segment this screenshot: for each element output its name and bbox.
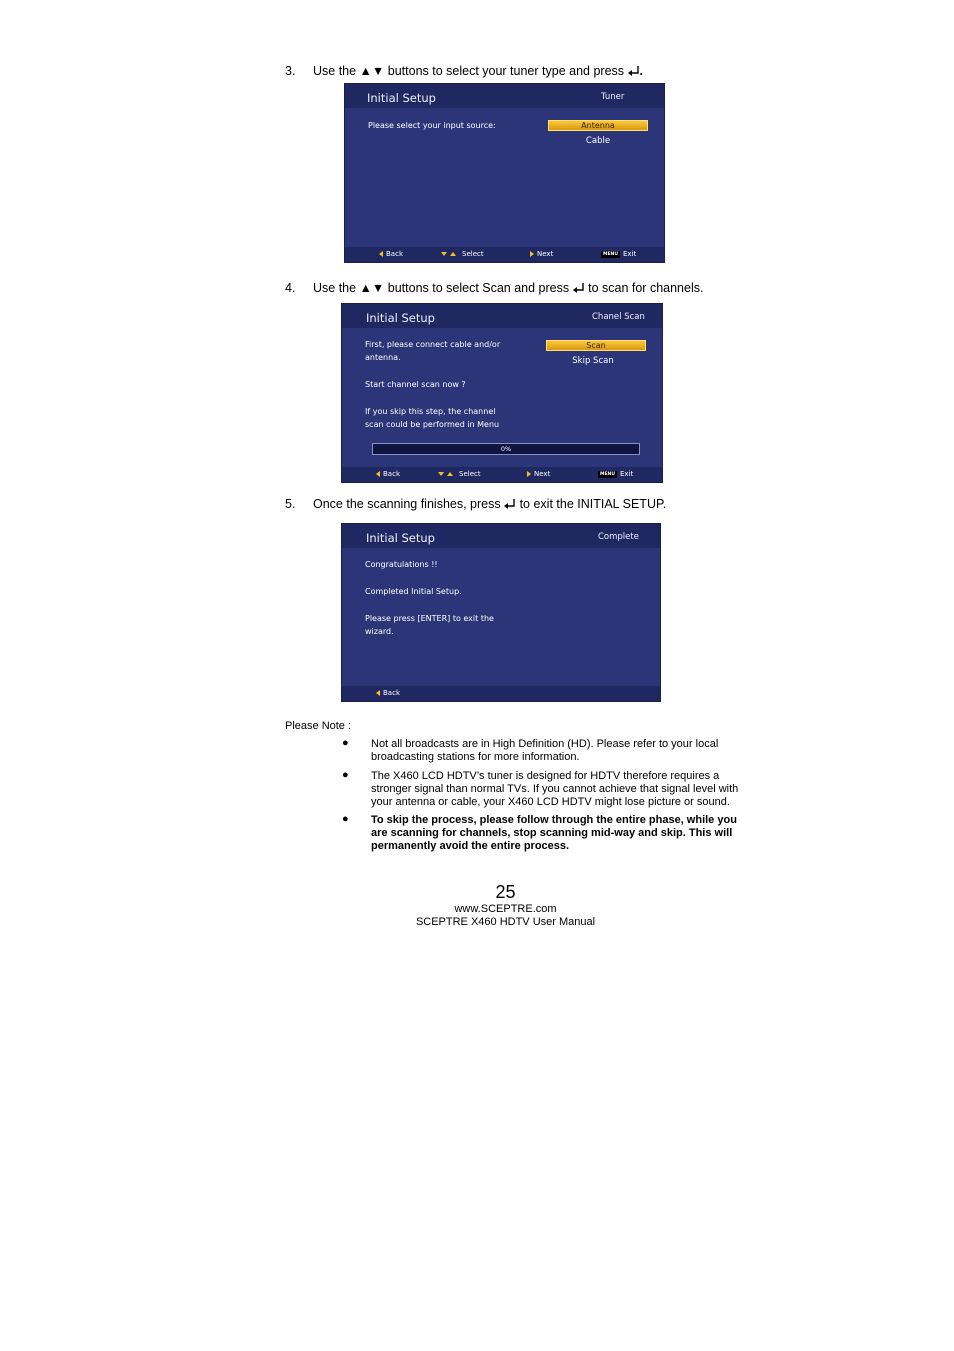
step-number: 4. xyxy=(285,281,296,295)
footer-next xyxy=(527,470,550,478)
note-line: stronger signal than normal TVs. If you cannot achieve that signal level with xyxy=(371,783,739,795)
option-antenna[interactable]: Antenna xyxy=(548,120,648,131)
step-text-end: to exit the INITIAL SETUP. xyxy=(519,497,667,511)
scan-progress-bar xyxy=(372,443,640,455)
note-bullet-2 xyxy=(371,770,756,809)
screen-footer xyxy=(345,247,664,262)
footer-back xyxy=(376,470,400,478)
screen-title: Initial Setup xyxy=(367,91,436,105)
footer-exit xyxy=(601,250,636,258)
menu-key-icon: MENU xyxy=(600,471,615,477)
congratulations-text: Congratulations !! xyxy=(365,560,438,569)
screen-subtitle: Complete xyxy=(598,532,639,542)
step-number: 3. xyxy=(285,64,296,78)
screen-title: Initial Setup xyxy=(366,531,435,545)
screen-subtitle: Chanel Scan xyxy=(592,312,645,322)
step-text-end: to scan for channels. xyxy=(588,281,704,295)
skip-note-line-1: If you skip this step, the channel xyxy=(365,407,496,416)
footer-select xyxy=(441,250,484,258)
enter-icon xyxy=(573,283,585,293)
option-skip-scan[interactable]: Skip Scan xyxy=(572,356,614,366)
footer-select xyxy=(438,470,481,478)
scan-instruction-line-1: First, please connect cable and/or xyxy=(365,340,501,349)
footer-exit xyxy=(598,470,633,478)
footer-select-label: Select xyxy=(459,470,481,478)
bullet-icon: ● xyxy=(342,769,349,781)
manual-title: SCEPTRE X460 HDTV User Manual xyxy=(415,916,596,928)
footer-select-label: Select xyxy=(462,250,484,258)
note-line: are scanning for channels, stop scanning mid-way and skip. This will xyxy=(371,827,733,839)
right-arrow-icon xyxy=(527,471,531,477)
enter-icon xyxy=(628,66,640,76)
note-line: The X460 LCD HDTV’s tuner is designed for HDTV therefore requires a xyxy=(371,770,720,782)
footer-exit-label: Exit xyxy=(619,470,634,478)
down-arrow-icon xyxy=(438,472,444,476)
footer-back-label: Back xyxy=(386,250,403,258)
step-4 xyxy=(285,281,703,296)
footer-back-label: Back xyxy=(383,689,400,697)
step-text-end: . xyxy=(639,64,643,78)
tuner-screen xyxy=(344,83,665,263)
footer-back-label: Back xyxy=(383,470,400,478)
option-scan[interactable]: Scan xyxy=(546,340,646,351)
website-text: www.SCEPTRE.com xyxy=(454,903,557,915)
footer-back xyxy=(376,689,400,697)
skip-note-line-2: scan could be performed in Menu xyxy=(365,420,500,429)
input-source-prompt: Please select your input source: xyxy=(368,121,496,130)
note-title: Please Note : xyxy=(285,720,352,732)
step-5 xyxy=(285,497,666,512)
page-number: 25 xyxy=(495,882,516,902)
screen-title: Initial Setup xyxy=(366,311,435,325)
left-arrow-icon xyxy=(376,690,380,696)
right-arrow-icon xyxy=(530,251,534,257)
up-arrow-icon xyxy=(447,472,453,476)
note-line: Not all broadcasts are in High Definition (HD). Please refer to your local xyxy=(371,738,719,750)
note-line: broadcasting stations for more information. xyxy=(371,751,580,763)
scan-progress-label: 0% xyxy=(500,445,512,453)
note-line: your antenna or cable, your X460 LCD HDTV might lose picture or sound. xyxy=(371,796,730,808)
footer-next-label: Next xyxy=(534,470,551,478)
menu-key-icon: MENU xyxy=(603,251,618,257)
note-line: permanently avoid the entire process. xyxy=(371,840,570,852)
footer-next-label: Next xyxy=(537,250,554,258)
channel-scan-screen xyxy=(341,303,663,483)
footer-exit-label: Exit xyxy=(622,250,637,258)
step-number: 5. xyxy=(285,497,296,511)
scan-instruction-line-2: antenna. xyxy=(365,353,401,362)
bullet-icon: ● xyxy=(342,813,349,825)
enter-icon xyxy=(504,499,516,509)
step-text: Use the ▲▼ buttons to select your tuner type and press xyxy=(313,64,625,78)
note-bullet-1 xyxy=(371,738,756,764)
completed-text: Completed Initial Setup. xyxy=(365,587,462,596)
screen-subtitle: Tuner xyxy=(601,92,625,102)
left-arrow-icon xyxy=(376,471,380,477)
left-arrow-icon xyxy=(379,251,383,257)
option-cable[interactable]: Cable xyxy=(585,136,611,146)
exit-instruction-line-2: wizard. xyxy=(365,627,394,636)
screen-footer xyxy=(342,467,662,482)
footer-back xyxy=(379,250,403,258)
step-3 xyxy=(285,64,643,79)
up-arrow-icon xyxy=(450,252,456,256)
down-arrow-icon xyxy=(441,252,447,256)
step-text: Use the ▲▼ buttons to select Scan and press xyxy=(313,281,570,295)
footer-next xyxy=(530,250,553,258)
scan-question: Start channel scan now ? xyxy=(365,380,466,389)
note-bullet-3 xyxy=(371,814,756,853)
screen-footer xyxy=(342,686,660,701)
bullet-icon: ● xyxy=(342,737,349,749)
note-line: To skip the process, please follow through the entire phase, while you xyxy=(371,814,737,826)
exit-instruction-line-1: Please press [ENTER] to exit the xyxy=(365,614,494,623)
complete-screen xyxy=(341,523,661,702)
step-text: Once the scanning finishes, press xyxy=(313,497,501,511)
